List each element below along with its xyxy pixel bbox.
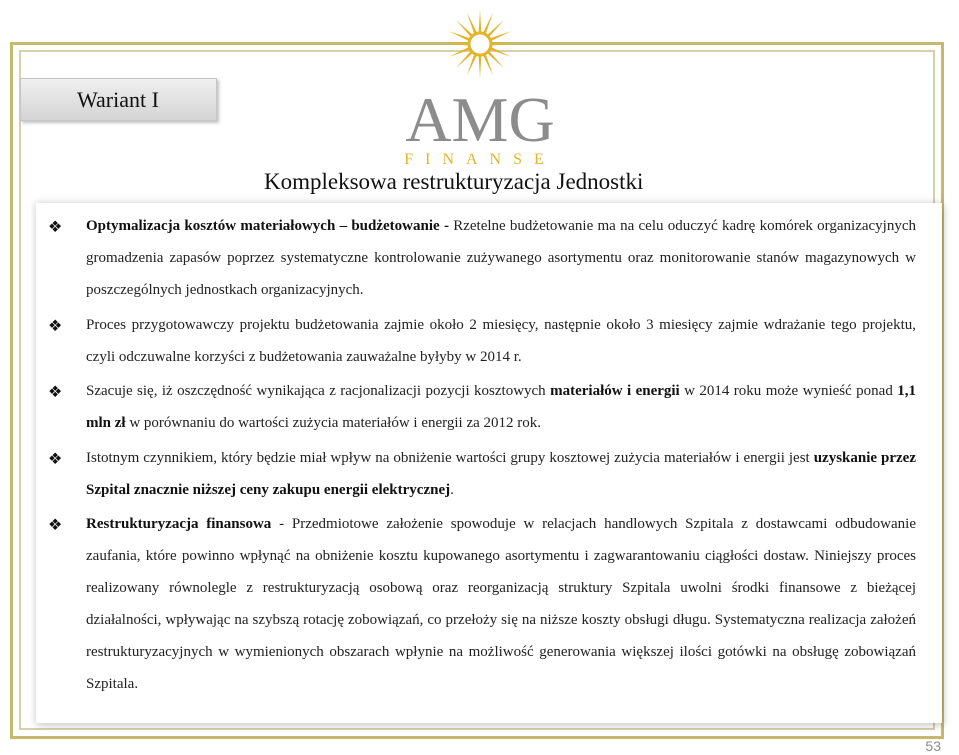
sun-ray (449, 31, 470, 41)
text-run: . (450, 482, 454, 498)
sun-ray (487, 51, 504, 68)
sun-ray (467, 13, 477, 34)
sun-ray (483, 55, 493, 76)
diamond-bullet-icon: ❖ (48, 384, 63, 401)
variant-label: Wariant I (77, 87, 159, 112)
amg-finanse-logo (390, 6, 570, 166)
sun-ray (483, 13, 493, 34)
sun-ray (479, 56, 482, 78)
sun-core (469, 33, 491, 55)
text-run: - Przedmiotowe założenie spowoduje w relacjach handlowych Szpitala z dostawcami odbudowanie zaufania, które powinno wpłynąć na obniżenie kosztu kupowanego asortymentu i zagwarantowaniu ciągłości dostaw. Niniejszy proces realizowany równolegle z restrukturyzacją osobową oraz reorganizacją struktury Szpitala uwolni środki finansowe z bieżącej działalności, wpływając na szybszą rotację zobowiązań, co przełoży się na niższe koszty obsługi długu. Systematyczna realizacja założeń restrukturyzacyjnych w wymienionych obszarach wpłynie na możliwość generowania większej ilości gotówki na obsługę zobowiązań Szpitala. (86, 516, 916, 692)
logo-wordmark: AMG (405, 84, 555, 155)
sun-ray (487, 20, 504, 37)
sun-ray (479, 10, 482, 32)
bullet-text (86, 375, 916, 439)
text-run: Szacuje się, iż oszczędność wynikająca z racjonalizacji pozycji kosztowych (86, 383, 551, 399)
diamond-bullet-icon: ❖ (48, 517, 63, 534)
sun-ray (491, 31, 512, 41)
slide-title: Kompleksowa restrukturyzacja Jednostki (264, 169, 644, 194)
page-number: 53 (925, 738, 941, 754)
diamond-bullet-icon: ❖ (48, 318, 63, 335)
sun-ray (467, 55, 477, 76)
diamond-bullet-icon: ❖ (48, 451, 63, 468)
sun-ray (449, 47, 470, 57)
bold-text: Restrukturyzacja finansowa (86, 516, 272, 532)
sun-ray (456, 51, 473, 68)
content-panel (36, 203, 942, 723)
diamond-bullet-icon: ❖ (48, 219, 63, 236)
sun-icon (446, 10, 514, 78)
logo-subtitle: FINANSE (404, 151, 556, 166)
bullet-text (86, 508, 916, 700)
bold-text: Optymalizacja kosztów materiałowych – budżetowanie - (86, 218, 449, 234)
bold-text: uzyskanie przez Szpital znacznie niższej ceny zakupu energii elektrycznej (86, 450, 916, 498)
text-run: w 2014 roku może wynieść ponad (679, 383, 898, 399)
variant-badge (20, 78, 217, 121)
bold-text: 1,1 mln zł (86, 383, 916, 431)
text-run: Istotnym czynnikiem, który będzie miał wpływ na obniżenie wartości grupy kosztowej zużycia materiałów i energii jest (86, 450, 814, 466)
sun-ray (446, 43, 468, 46)
text-run: w porównaniu do wartości zużycia materiałów i energii za 2012 rok. (125, 415, 542, 431)
sun-ray (456, 20, 473, 37)
logo-graphic (390, 6, 570, 166)
sun-ray (492, 43, 514, 46)
text-run: Rzetelne budżetowanie ma na celu oduczyć kadrę komórek organizacyjnych gromadzenia zapasów poprzez systematyczne kontrolowanie zużywanego asortymentu oraz monitorowanie stanów magazynowych w poszczególnych jednostkach organizacyjnych. (86, 218, 916, 298)
text-run: Proces przygotowawczy projektu budżetowania zajmie około 2 miesięcy, następnie około 3 miesięcy zajmie wdrażanie tego projektu, czyli odczuwalne korzyści z budżetowania zauważalne byłyby w 2014 r. (86, 317, 916, 365)
bullet-text (86, 442, 916, 506)
bullet-text (86, 309, 916, 373)
sun-ray (491, 47, 512, 57)
bold-text: materiałów i energii (550, 383, 680, 399)
bullet-text (86, 210, 916, 306)
